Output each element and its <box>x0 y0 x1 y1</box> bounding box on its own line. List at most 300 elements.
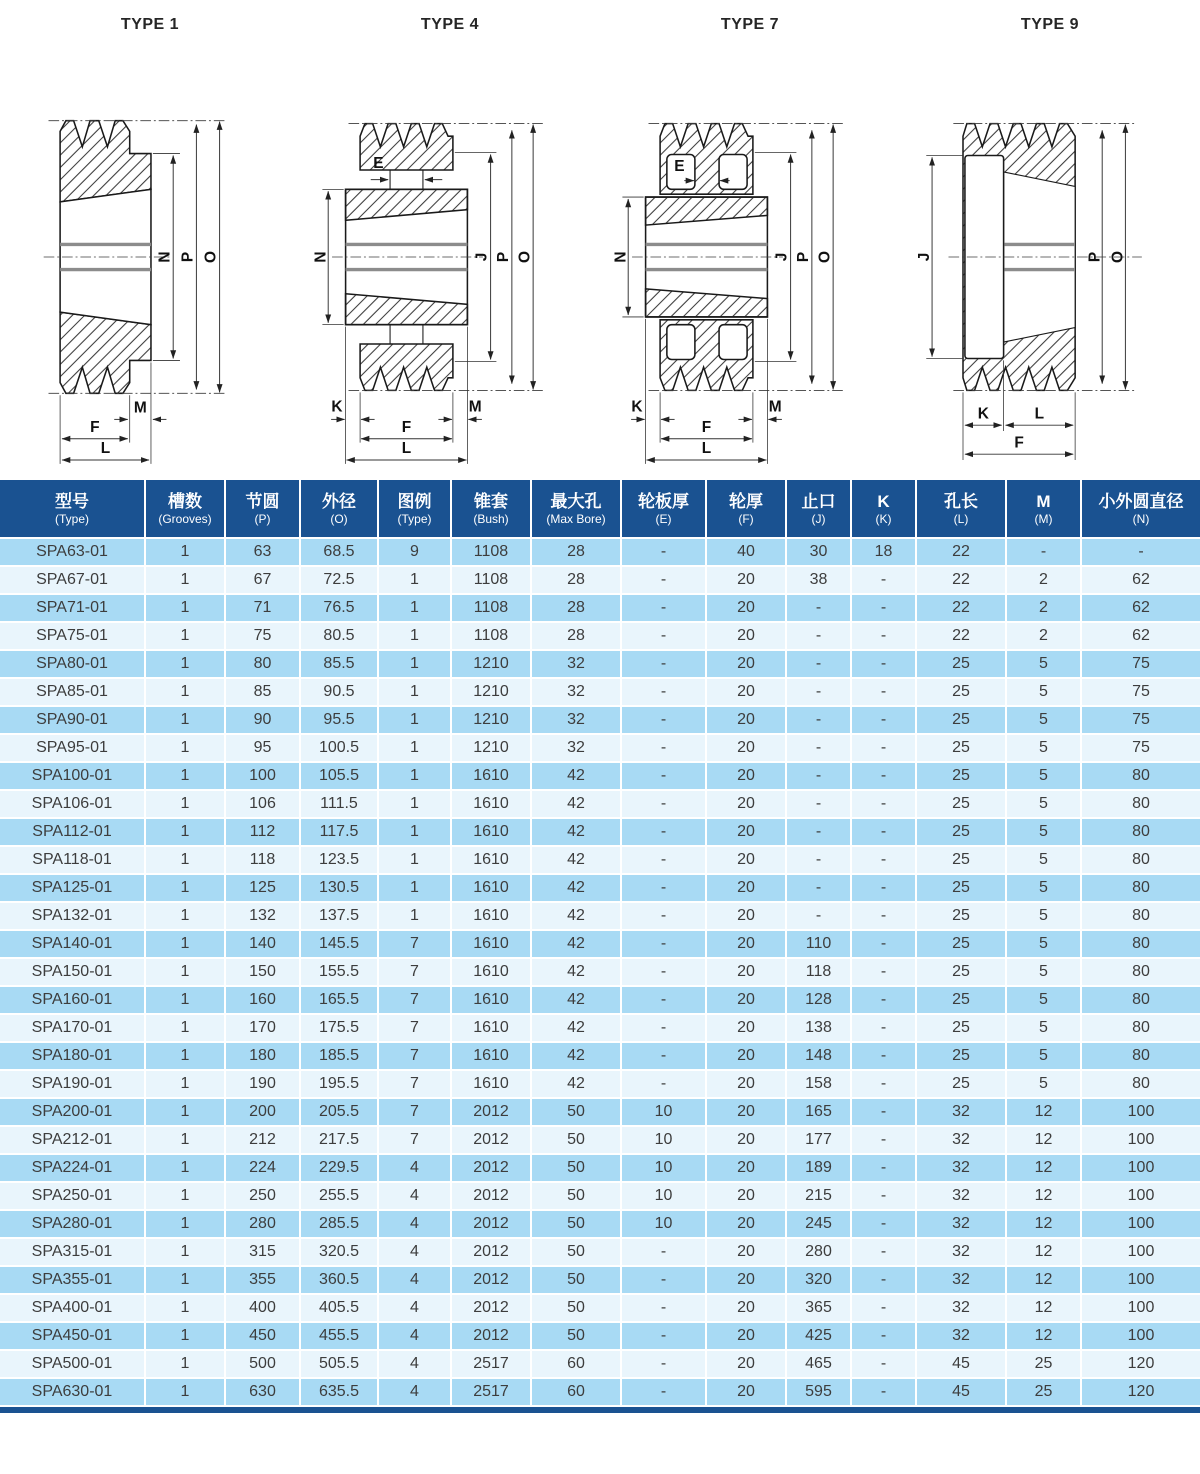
table-cell: 177 <box>786 1126 851 1154</box>
table-cell: 25 <box>916 1014 1006 1042</box>
table-cell: 1210 <box>451 678 531 706</box>
dim-label-f: F <box>90 418 100 436</box>
table-cell: 28 <box>531 538 621 566</box>
table-cell: - <box>621 762 706 790</box>
table-cell: 105.5 <box>300 762 378 790</box>
table-cell: 50 <box>531 1238 621 1266</box>
table-cell: 12 <box>1006 1238 1081 1266</box>
table-cell: SPA80-01 <box>0 650 145 678</box>
table-cell: - <box>786 790 851 818</box>
table-cell: 28 <box>531 594 621 622</box>
table-cell: 20 <box>706 594 786 622</box>
table-cell: 1 <box>378 650 451 678</box>
table-cell: 75 <box>1081 734 1200 762</box>
table-cell: 45 <box>916 1378 1006 1406</box>
table-cell: 1 <box>145 566 225 594</box>
table-cell: 245 <box>786 1210 851 1238</box>
table-cell: 42 <box>531 1070 621 1098</box>
table-row <box>0 1266 1200 1294</box>
table-cell: 280 <box>786 1238 851 1266</box>
table-cell: 465 <box>786 1350 851 1378</box>
table-cell: - <box>786 594 851 622</box>
table-cell: 1610 <box>451 1070 531 1098</box>
dim-label-l: L <box>701 440 712 458</box>
table-cell: 1610 <box>451 986 531 1014</box>
table-row <box>0 958 1200 986</box>
table-cell: 20 <box>706 734 786 762</box>
table-cell: 1 <box>145 958 225 986</box>
table-row <box>0 622 1200 650</box>
table-cell: 1 <box>145 1266 225 1294</box>
table-cell: 42 <box>531 930 621 958</box>
table-cell: 20 <box>706 1182 786 1210</box>
table-cell: 20 <box>706 1294 786 1322</box>
table-cell: 189 <box>786 1154 851 1182</box>
table-cell: SPA112-01 <box>0 818 145 846</box>
table-cell: 20 <box>706 846 786 874</box>
table-cell: - <box>621 902 706 930</box>
table-cell: 1 <box>145 622 225 650</box>
column-header-en: (Max Bore) <box>546 512 606 526</box>
column-header-zh: 槽数 <box>168 492 202 511</box>
table-row <box>0 818 1200 846</box>
table-cell: 5 <box>1006 874 1081 902</box>
table-cell: 1 <box>378 622 451 650</box>
table-cell: 2012 <box>451 1266 531 1294</box>
table-cell: 80 <box>1081 930 1200 958</box>
table-cell: 132 <box>225 902 300 930</box>
table-cell: 80 <box>1081 846 1200 874</box>
table-cell: - <box>621 958 706 986</box>
table-cell: - <box>851 1154 916 1182</box>
dim-label-p: P <box>495 251 512 263</box>
table-cell: 7 <box>378 1098 451 1126</box>
table-cell: 1610 <box>451 958 531 986</box>
table-cell: 20 <box>706 1154 786 1182</box>
table-cell: 42 <box>531 902 621 930</box>
table-cell: - <box>786 818 851 846</box>
column-header-zh: 孔长 <box>944 492 978 511</box>
table-cell: 5 <box>1006 790 1081 818</box>
table-cell: 1 <box>145 818 225 846</box>
column-header <box>621 480 706 538</box>
column-header-zh: 轮板厚 <box>638 492 689 511</box>
table-cell: 68.5 <box>300 538 378 566</box>
table-cell: 1 <box>145 594 225 622</box>
table-cell: - <box>851 818 916 846</box>
dim-label-f: F <box>401 418 412 436</box>
table-cell: SPA100-01 <box>0 762 145 790</box>
table-cell: 1 <box>145 790 225 818</box>
column-header-zh: 最大孔 <box>550 492 602 511</box>
table-cell: 75 <box>1081 706 1200 734</box>
table-cell: 7 <box>378 1126 451 1154</box>
table-cell: 20 <box>706 1098 786 1126</box>
drawing-title-type1: TYPE 1 <box>120 16 180 33</box>
column-header-zh: 小外圆直径 <box>1098 492 1184 511</box>
table-cell: 315 <box>225 1238 300 1266</box>
table-cell: 20 <box>706 986 786 1014</box>
table-cell: 20 <box>706 1378 786 1406</box>
table-cell: 1108 <box>451 566 531 594</box>
table-cell: 18 <box>851 538 916 566</box>
column-header-en: (Grooves) <box>158 512 212 526</box>
table-cell: 1 <box>145 1322 225 1350</box>
table-cell: 212 <box>225 1126 300 1154</box>
table-cell: 80 <box>225 650 300 678</box>
table-cell: 25 <box>916 986 1006 1014</box>
table-cell: 42 <box>531 790 621 818</box>
column-header <box>916 480 1006 538</box>
table-cell: 100 <box>1081 1294 1200 1322</box>
table-cell: 95 <box>225 734 300 762</box>
table-cell: 1 <box>145 1294 225 1322</box>
table-cell: - <box>621 1266 706 1294</box>
table-cell: SPA106-01 <box>0 790 145 818</box>
table-cell: 1 <box>378 762 451 790</box>
column-header-en: (N) <box>1132 512 1150 526</box>
table-cell: 25 <box>916 1070 1006 1098</box>
table-cell: 4 <box>378 1350 451 1378</box>
table-cell: 80 <box>1081 818 1200 846</box>
drawings-section <box>0 0 1200 480</box>
table-cell: - <box>621 734 706 762</box>
table-cell: 42 <box>531 1042 621 1070</box>
table-cell: 7 <box>378 930 451 958</box>
table-cell: 137.5 <box>300 902 378 930</box>
table-cell: 20 <box>706 790 786 818</box>
table-cell: 5 <box>1006 650 1081 678</box>
table-cell: 10 <box>621 1210 706 1238</box>
table-cell: 20 <box>706 1014 786 1042</box>
dim-label-e: E <box>674 157 685 175</box>
dim-label-o: O <box>816 250 834 264</box>
table-cell: 32 <box>916 1182 1006 1210</box>
table-cell: 7 <box>378 986 451 1014</box>
table-cell: 1210 <box>451 734 531 762</box>
table-cell: 20 <box>706 902 786 930</box>
table-cell: 100 <box>1081 1210 1200 1238</box>
table-cell: 1 <box>145 762 225 790</box>
table-cell: 2012 <box>451 1294 531 1322</box>
table-cell: 148 <box>786 1042 851 1070</box>
table-row <box>0 1322 1200 1350</box>
table-cell: 2012 <box>451 1154 531 1182</box>
drawing-type4 <box>300 0 600 480</box>
table-cell: 25 <box>916 818 1006 846</box>
table-cell: 42 <box>531 762 621 790</box>
table-cell: 450 <box>225 1322 300 1350</box>
table-cell: 2012 <box>451 1126 531 1154</box>
table-cell: 215 <box>786 1182 851 1210</box>
table-cell: - <box>851 1322 916 1350</box>
column-header <box>145 480 225 538</box>
table-cell: - <box>851 762 916 790</box>
table-cell: - <box>621 1014 706 1042</box>
table-cell: 320.5 <box>300 1238 378 1266</box>
column-header <box>531 480 621 538</box>
table-cell: 140 <box>225 930 300 958</box>
table-cell: 20 <box>706 706 786 734</box>
table-cell: 2 <box>1006 622 1081 650</box>
table-cell: 25 <box>916 874 1006 902</box>
table-cell: 217.5 <box>300 1126 378 1154</box>
table-cell: 4 <box>378 1210 451 1238</box>
table-cell: 112 <box>225 818 300 846</box>
table-cell: - <box>851 1126 916 1154</box>
column-header <box>786 480 851 538</box>
table-cell: 72.5 <box>300 566 378 594</box>
table-cell: 32 <box>916 1154 1006 1182</box>
table-cell: 180 <box>225 1042 300 1070</box>
table-cell: 117.5 <box>300 818 378 846</box>
table-cell: 20 <box>706 1350 786 1378</box>
table-cell: SPA400-01 <box>0 1294 145 1322</box>
table-cell: 1 <box>378 846 451 874</box>
table-cell: - <box>621 566 706 594</box>
table-cell: 20 <box>706 1210 786 1238</box>
table-cell: 50 <box>531 1154 621 1182</box>
table-cell: SPA212-01 <box>0 1126 145 1154</box>
table-cell: - <box>851 1266 916 1294</box>
table-cell: 106 <box>225 790 300 818</box>
table-cell: 1 <box>145 706 225 734</box>
table-cell: 255.5 <box>300 1182 378 1210</box>
table-cell: 170 <box>225 1014 300 1042</box>
table-cell: SPA450-01 <box>0 1322 145 1350</box>
table-cell: SPA315-01 <box>0 1238 145 1266</box>
table-cell: 80.5 <box>300 622 378 650</box>
table-cell: 20 <box>706 1266 786 1294</box>
table-cell: 5 <box>1006 930 1081 958</box>
table-cell: 425 <box>786 1322 851 1350</box>
table-row <box>0 930 1200 958</box>
table-cell: 50 <box>531 1210 621 1238</box>
table-cell: 20 <box>706 1322 786 1350</box>
table-cell: 12 <box>1006 1210 1081 1238</box>
dim-label-o: O <box>1109 250 1127 264</box>
column-header-zh: M <box>1036 492 1051 511</box>
table-cell: 2517 <box>451 1378 531 1406</box>
table-cell: 1 <box>378 594 451 622</box>
table-cell: SPA95-01 <box>0 734 145 762</box>
table-cell: SPA150-01 <box>0 958 145 986</box>
table-cell: 205.5 <box>300 1098 378 1126</box>
table-cell: 9 <box>378 538 451 566</box>
table-cell: 40 <box>706 538 786 566</box>
table-cell: 280 <box>225 1210 300 1238</box>
table-cell: - <box>851 706 916 734</box>
table-cell: 80 <box>1081 958 1200 986</box>
table-cell: 5 <box>1006 818 1081 846</box>
table-cell: 5 <box>1006 902 1081 930</box>
table-cell: - <box>851 1098 916 1126</box>
table-cell: 25 <box>916 734 1006 762</box>
table-cell: 285.5 <box>300 1210 378 1238</box>
table-cell: 1 <box>378 734 451 762</box>
table-cell: 20 <box>706 762 786 790</box>
table-cell: 5 <box>1006 678 1081 706</box>
table-cell: - <box>786 762 851 790</box>
table-cell: 63 <box>225 538 300 566</box>
table-cell: SPA180-01 <box>0 1042 145 1070</box>
table-cell: 1 <box>145 846 225 874</box>
table-cell: 2012 <box>451 1182 531 1210</box>
table-cell: 5 <box>1006 1014 1081 1042</box>
table-cell: - <box>851 1210 916 1238</box>
table-cell: SPA280-01 <box>0 1210 145 1238</box>
column-header-en: (E) <box>655 512 672 526</box>
table-cell: SPA140-01 <box>0 930 145 958</box>
spec-table-header <box>0 480 1200 538</box>
table-cell: 28 <box>531 566 621 594</box>
table-row <box>0 538 1200 566</box>
table-cell: 150 <box>225 958 300 986</box>
table-cell: 32 <box>916 1266 1006 1294</box>
table-cell: 160 <box>225 986 300 1014</box>
table-cell: - <box>851 678 916 706</box>
table-cell: 42 <box>531 1014 621 1042</box>
table-cell: 158 <box>786 1070 851 1098</box>
table-cell: 95.5 <box>300 706 378 734</box>
table-cell: 5 <box>1006 762 1081 790</box>
table-cell: 60 <box>531 1378 621 1406</box>
column-header-en: (O) <box>330 512 348 526</box>
table-cell: - <box>851 958 916 986</box>
table-cell: 1 <box>378 874 451 902</box>
table-cell: 1 <box>145 1350 225 1378</box>
table-cell: 100 <box>1081 1154 1200 1182</box>
table-cell: - <box>621 1350 706 1378</box>
table-cell: 32 <box>531 650 621 678</box>
table-cell: - <box>851 1350 916 1378</box>
table-cell: 5 <box>1006 734 1081 762</box>
table-cell: 50 <box>531 1098 621 1126</box>
table-cell: 1 <box>145 650 225 678</box>
drawing-type9 <box>900 0 1200 480</box>
table-cell: - <box>1081 538 1200 566</box>
dim-label-p: P <box>795 251 812 263</box>
table-row <box>0 1238 1200 1266</box>
table-cell: SPA125-01 <box>0 874 145 902</box>
table-cell: - <box>851 566 916 594</box>
table-cell: 4 <box>378 1154 451 1182</box>
table-cell: 630 <box>225 1378 300 1406</box>
table-cell: - <box>851 1014 916 1042</box>
table-cell: 195.5 <box>300 1070 378 1098</box>
column-header-en: (J) <box>811 512 826 526</box>
table-cell: 42 <box>531 818 621 846</box>
table-cell: 1 <box>145 930 225 958</box>
table-cell: 42 <box>531 958 621 986</box>
table-cell: 100 <box>1081 1182 1200 1210</box>
table-cell: 30 <box>786 538 851 566</box>
table-cell: 4 <box>378 1322 451 1350</box>
header-row <box>0 480 1200 538</box>
table-cell: 20 <box>706 930 786 958</box>
table-cell: 2012 <box>451 1098 531 1126</box>
table-cell: 1610 <box>451 1042 531 1070</box>
dim-label-l: L <box>100 440 111 458</box>
table-cell: 12 <box>1006 1154 1081 1182</box>
table-cell: 32 <box>916 1294 1006 1322</box>
table-cell: 22 <box>916 538 1006 566</box>
table-cell: 1 <box>145 1098 225 1126</box>
table-cell: 1 <box>378 818 451 846</box>
table-cell: 42 <box>531 986 621 1014</box>
table-cell: 110 <box>786 930 851 958</box>
table-cell: 190 <box>225 1070 300 1098</box>
column-header-zh: K <box>877 492 890 511</box>
table-cell: 85 <box>225 678 300 706</box>
column-header-zh: 止口 <box>801 492 836 511</box>
drawing-type1 <box>0 0 300 480</box>
table-cell: - <box>851 874 916 902</box>
table-cell: 2517 <box>451 1350 531 1378</box>
dim-label-n: N <box>312 251 330 263</box>
dim-label-f: F <box>701 418 712 436</box>
table-cell: 50 <box>531 1266 621 1294</box>
table-cell: - <box>851 594 916 622</box>
table-cell: SPA85-01 <box>0 678 145 706</box>
table-row <box>0 1098 1200 1126</box>
table-cell: 12 <box>1006 1294 1081 1322</box>
table-cell: 25 <box>916 678 1006 706</box>
column-header-en: (F) <box>738 512 754 526</box>
table-cell: 22 <box>916 566 1006 594</box>
table-cell: 32 <box>531 706 621 734</box>
dim-label-j: J <box>473 252 491 262</box>
table-cell: SPA160-01 <box>0 986 145 1014</box>
table-cell: - <box>851 790 916 818</box>
table-cell: 90.5 <box>300 678 378 706</box>
table-cell: 38 <box>786 566 851 594</box>
table-cell: 1 <box>378 790 451 818</box>
table-cell: 50 <box>531 1182 621 1210</box>
table-cell: 5 <box>1006 958 1081 986</box>
table-cell: 128 <box>786 986 851 1014</box>
dim-label-k: K <box>331 398 343 416</box>
table-cell: - <box>621 1042 706 1070</box>
table-cell: 67 <box>225 566 300 594</box>
table-cell: 25 <box>916 790 1006 818</box>
table-cell: - <box>851 1378 916 1406</box>
table-row <box>0 650 1200 678</box>
table-cell: 1108 <box>451 538 531 566</box>
table-cell: 1 <box>145 1014 225 1042</box>
table-cell: 155.5 <box>300 958 378 986</box>
table-cell: - <box>621 1294 706 1322</box>
dim-label-m: M <box>468 398 482 416</box>
table-cell: - <box>851 846 916 874</box>
table-cell: 1610 <box>451 874 531 902</box>
table-cell: 145.5 <box>300 930 378 958</box>
table-cell: 5 <box>1006 1042 1081 1070</box>
table-cell: 62 <box>1081 622 1200 650</box>
table-cell: 1108 <box>451 594 531 622</box>
table-cell: 165.5 <box>300 986 378 1014</box>
table-cell: 1610 <box>451 930 531 958</box>
column-header <box>706 480 786 538</box>
drawing-title-type4: TYPE 4 <box>420 16 480 33</box>
table-cell: 1210 <box>451 650 531 678</box>
table-cell: 4 <box>378 1378 451 1406</box>
table-cell: 45 <box>916 1350 1006 1378</box>
table-cell: 320 <box>786 1266 851 1294</box>
dim-label-n: N <box>156 251 174 263</box>
table-cell: SPA355-01 <box>0 1266 145 1294</box>
table-cell: 12 <box>1006 1322 1081 1350</box>
